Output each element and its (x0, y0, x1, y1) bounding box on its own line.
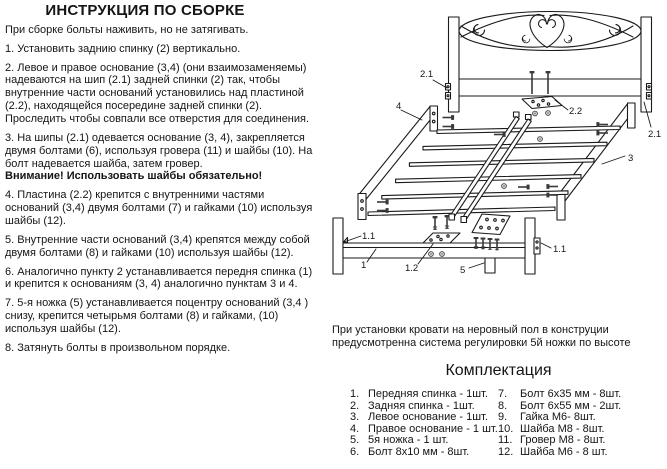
instructions-note: При сборке больты наживить, но не затягивать. (5, 24, 249, 36)
kit-item (498, 447, 666, 459)
kit-columns (330, 389, 667, 459)
nut-icon (440, 252, 445, 257)
kit-item-text: Передняя спинка - 1шт. (368, 388, 488, 400)
bed-diagram-drawing (330, 0, 667, 320)
bolt-icon (530, 71, 551, 94)
nut-icon (429, 252, 434, 257)
nut-icon (538, 137, 543, 142)
kit-item-number: 12. (498, 445, 514, 458)
nut-icon (533, 111, 538, 116)
kit-item-number: 1. (350, 388, 360, 400)
instruction-step: 4. Пластина (2.2) крепится с внутренними частями оснований (3,4) двумя болтами (7) и гайками (10) используя шайбы (12). (5, 189, 313, 227)
kit-item (350, 447, 498, 459)
instruction-step: 5. Внутренние части оснований (3,4) крепятся между собой двумя болтами (8) и гайками (10) используя шайбы (12). (5, 233, 310, 259)
plate-2-2 (522, 97, 562, 116)
kit-item-text: Левое основание - 1шт. (368, 411, 488, 424)
part-label: 1.1 (362, 231, 376, 242)
part-label: 5 (460, 265, 466, 276)
kit-item-number: 3. (350, 411, 360, 424)
kit-item-number: 10. (498, 422, 514, 435)
kit-item-number: 8. (498, 399, 508, 412)
part-label: 2.1 (420, 69, 434, 80)
kit-item-text: 5я ножка - 1 шт. (368, 434, 449, 447)
part-label: 2.1 (648, 129, 662, 140)
kit-list-left (350, 389, 498, 459)
kit-item-text: Задняя спинка - 1шт. (368, 399, 475, 412)
heart-ornament-icon (522, 15, 572, 48)
kit-list-right (498, 389, 666, 459)
kit-item-text: Болт 6х55 мм - 2шт. (520, 399, 622, 412)
leveling-note: При установки кровати на неровный пол в конструции предусмотренна система регулировки 5й ножки по высоте (332, 324, 631, 350)
kit-item-number: 11. (498, 434, 513, 447)
kit-item-text: Гровер М8 - 8шт. (520, 434, 606, 447)
part-label: 3 (628, 153, 634, 164)
kit-item-text: Болт 8х10 мм - 8шт. (368, 445, 470, 458)
kit-item-text: Шайба М8 - 8шт. (520, 422, 605, 435)
kit-item-number: 9. (498, 411, 508, 424)
instruction-step: 1. Установить заднию спинку (2) вертикально. (5, 42, 241, 55)
kit-title: Комплектация (445, 362, 552, 379)
part-label: 2.2 (569, 106, 583, 117)
part-label: 1 (361, 260, 367, 271)
kit-item-number: 6. (350, 445, 360, 458)
bed-diagram (330, 0, 667, 320)
kit-item-number: 5. (350, 434, 360, 447)
headboard-drawing (446, 12, 652, 116)
kit-section (330, 362, 667, 459)
instruction-step: 3. На шипы (2.1) одевается основание (3, 4), закрепляется двумя болтами (6), используя гровера (11) и шайбы (10). На болт надевается шайба, затем гровер. Внимание! Использовать шайбы обязательно! (5, 132, 320, 183)
instruction-step: 8. Затянуть болты в произвольном порядке. (5, 341, 231, 354)
instruction-step: 6. Аналогично пункту 2 устанавливается передня спинка (1) и крепится к основаниям (3, 4) аналогично пунктам 3 и 4. (5, 265, 313, 291)
kit-item-text: Гайка М6- 8шт. (520, 411, 596, 424)
instructions-section (5, 2, 320, 361)
instructions-title: ИНСТРУКЦИЯ ПО СБОРКЕ (45, 2, 245, 19)
kit-item (498, 389, 666, 401)
instruction-steps (5, 43, 320, 355)
kit-item-text: Правое основание - 1 шт. (368, 422, 498, 435)
kit-item-number: 4. (350, 422, 360, 435)
kit-item-text: Шайба М6 - 8 шт. (520, 445, 608, 458)
part-label: 4 (396, 101, 402, 112)
kit-item-text: Болт 6х35 мм - 8шт. (520, 388, 622, 400)
kit-item-number: 2. (350, 399, 360, 412)
instruction-step: 2. Левое и правое основание (3,4) (они взаимозаменяемы) надеваются на шип (2.1) задней спинки (2) так, чтобы внутренние части оснований установились над пластиной (2.2), находящейся посередине задней спинки (2). Проследить чтобы совпали все отверстия для соединения. (5, 61, 310, 125)
kit-item-number: 7. (498, 388, 508, 400)
part-label: 1.2 (405, 263, 419, 274)
warning-text: Внимание! Использовать шайбы обязательно! (5, 170, 263, 183)
part-label: 1.1 (553, 244, 567, 255)
kit-item (350, 389, 498, 401)
instruction-step: 7. 5-я ножка (5) устанавливается поцентру оснований (3,4 ) снизу, крепится четырьмя болтами (8) и гайками, (10) используя шайбы (12). (5, 297, 309, 335)
nut-icon (546, 111, 551, 116)
nut-icon (502, 184, 507, 189)
